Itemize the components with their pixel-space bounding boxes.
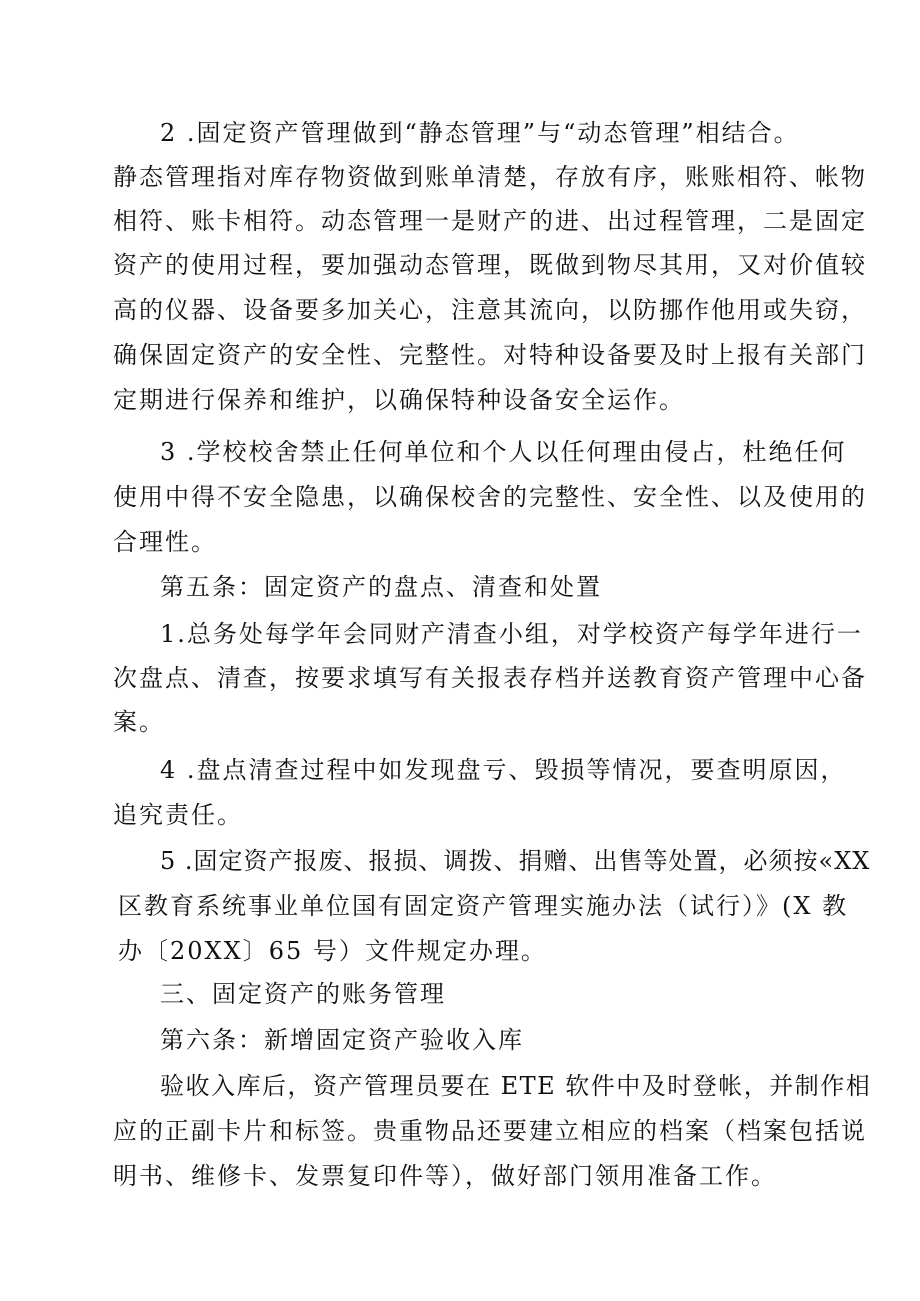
text-line: 使用中得不安全隐患，以确保校舍的完整性、安全性、以及使用的 — [113, 483, 867, 511]
text-line: 追究责任。 — [113, 801, 243, 829]
section-heading: 第六条：新增固定资产验收入库 — [160, 1026, 524, 1054]
text-line: 明书、维修卡、发票复印件等），做好部门领用准备工作。 — [113, 1162, 777, 1190]
text-line: 相符、账卡相符。动态管理一是财产的进、出过程管理，二是固定 — [113, 207, 867, 235]
text-line: 应的正副卡片和标签。贵重物品还要建立相应的档案（档案包括说 — [113, 1117, 867, 1145]
text-line: 4 .盘点清查过程中如发现盘亏、毁损等情况，要查明原因， — [160, 756, 847, 784]
text-line: 2 .固定资产管理做到“静态管理”与“动态管理”相结合。 — [160, 119, 800, 147]
text-line: 静态管理指对库存物资做到账单清楚，存放有序，账账相符、帐物 — [113, 163, 867, 191]
text-line: 5 .固定资产报废、报损、调拨、捐赠、出售等处置，必须按«XX — [160, 847, 871, 875]
text-line: 案。 — [113, 708, 165, 736]
text-line: 验收入库后，资产管理员要在 ETE 软件中及时登帐，并制作相 — [160, 1072, 872, 1100]
text-line: 资产的使用过程，要加强动态管理，既做到物尽其用，又对价值较 — [113, 251, 867, 279]
section-heading: 第五条：固定资产的盘点、清查和处置 — [160, 573, 602, 601]
text-line: 确保固定资产的安全性、完整性。对特种设备要及时上报有关部门 — [113, 341, 867, 369]
text-line: 区教育系统事业单位国有固定资产管理实施办法（试行）》(X 教 — [118, 892, 849, 920]
text-line: 合理性。 — [113, 528, 217, 556]
section-heading: 三、固定资产的账务管理 — [160, 980, 446, 1008]
text-line: 次盘点、清查，按要求填写有关报表存档并送教育资产管理中心备 — [113, 664, 867, 692]
text-line: 1.总务处每学年会同财产清查小组，对学校资产每学年进行一 — [160, 620, 863, 648]
text-line: 定期进行保养和维护，以确保特种设备安全运作。 — [113, 386, 685, 414]
text-line: 办〔20XX〕65 号）文件规定办理。 — [118, 937, 547, 965]
text-line: 3 .学校校舍禁止任何单位和个人以任何理由侵占，杜绝任何 — [160, 438, 847, 466]
text-line: 高的仪器、设备要多加关心，注意其流向，以防挪作他用或失窃， — [113, 296, 867, 324]
